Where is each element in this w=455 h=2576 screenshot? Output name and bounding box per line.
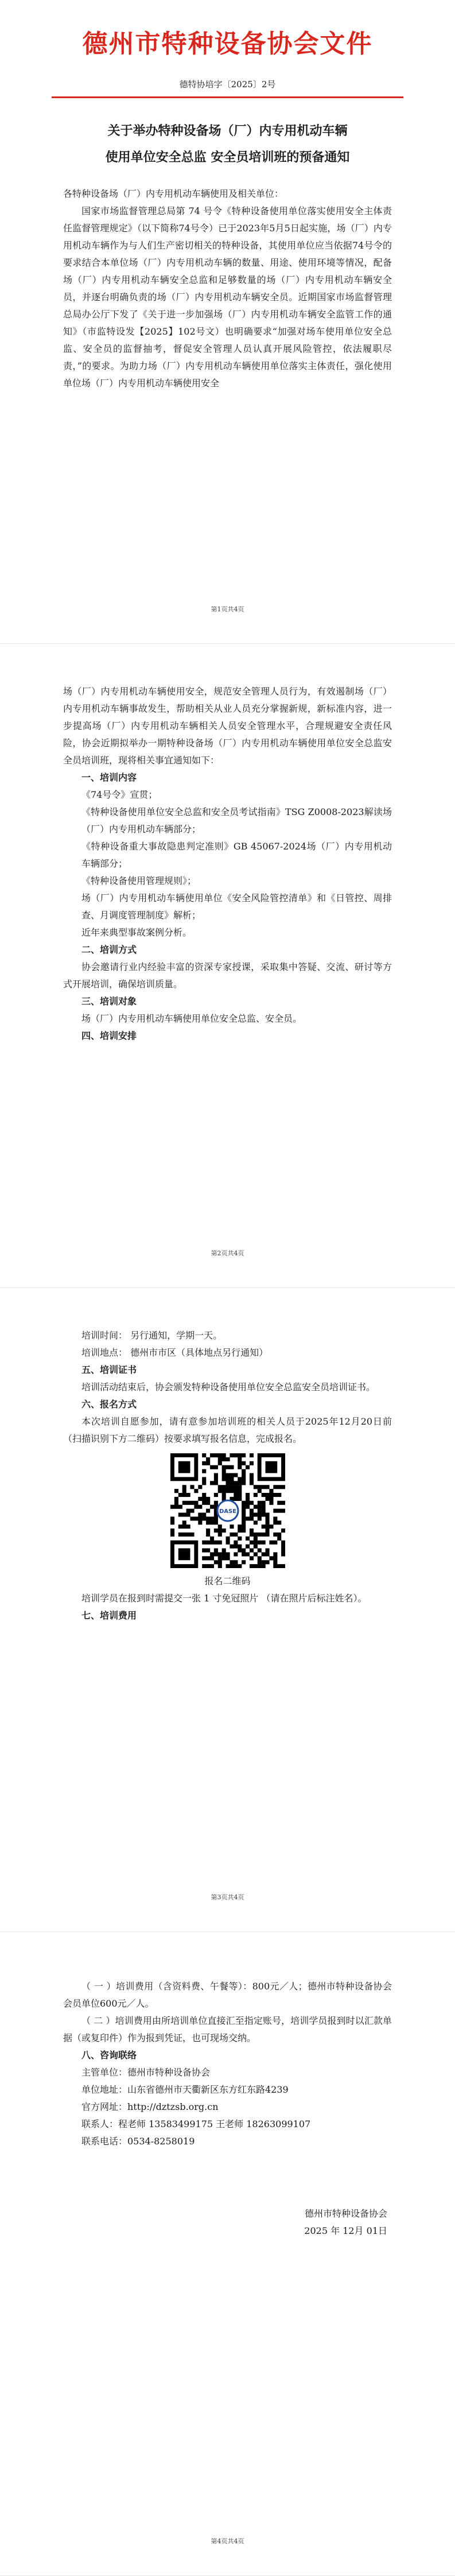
intro-paragraph-2: 场（厂）内专用机动车辆使用安全，规范安全管理人员行为，有效遏制场（厂）内专用机动车辆事故发生，帮助相关从业人员充分掌握新规，新标准内容，进一步提高场（厂）内专用机动车辆相关人员安全管理水平，合理规避安全责任风险，协会近期拟举办一期特种设备场（厂）内专用机动车辆使用单位安全总监安全员培训班，现将相关事宜通知如下： xyxy=(63,686,392,766)
document-title xyxy=(63,118,392,170)
photo-note: 培训学员在报到时需提交一张 1 寸免冠照片 （请在照片后标注姓名）。 xyxy=(81,1593,367,1604)
section-heading-contact: 八、咨询联络 xyxy=(81,2050,137,2061)
fee-item-1: （ 一 ）培训费用（含资料费、午餐等）：800元／人；德州市特种设备协会会员单位600元／人。 xyxy=(63,1981,392,2009)
signature-date: 2025 年 12月 01日 xyxy=(304,2225,387,2236)
section-heading-audience: 三、培训对象 xyxy=(81,996,137,1007)
header-red-rule xyxy=(52,96,403,98)
section-heading-certificate: 五、培训证书 xyxy=(81,1364,137,1375)
content-item: 近年来典型事故案例分析。 xyxy=(81,927,192,938)
content-item: 《特种设备使用单位安全总监和安全员考试指南》TSG Z0008-2023解读场（厂）内专用机动车辆部分； xyxy=(81,806,392,835)
method-text: 协会邀请行业内经验丰富的资深专家授课，采取集中答疑、交流、研讨等方式开展培训，确保培训质量。 xyxy=(63,961,392,990)
content-item: 《特种设备重大事故隐患判定准则》GB 45067-2024场（厂）内专用机动车辆部分； xyxy=(81,841,392,869)
contact-website[interactable]: 官方网址：http://dztzsb.org.cn xyxy=(81,2101,219,2112)
qr-logo-text: DASE xyxy=(219,1508,236,1515)
section-heading-fees: 七、培训费用 xyxy=(81,1610,137,1621)
document-title-line-1: 关于举办特种设备场（厂）内专用机动车辆 xyxy=(107,123,348,138)
page-3 xyxy=(0,1288,455,1932)
content-item: 《特种设备使用管理规则》； xyxy=(81,875,197,886)
training-time: 培训时间： 另行通知，学期一天。 xyxy=(81,1330,223,1341)
training-place: 培训地点： 德州市市区（具体地点另行通知） xyxy=(81,1347,269,1358)
contact-phone: 联系电话：0534-8258019 xyxy=(81,2136,195,2147)
document-number: 德特协培字〔2025〕2号 xyxy=(179,79,276,90)
page-2 xyxy=(0,644,455,1288)
intro-paragraph-1: 国家市场监督管理总局第 74 号令《特种设备使用单位落实使用安全主体责任监督管理规定》（以下简称74号令）已于2023年5月5日起实施，场（厂）内专用机动车辆作为与人们生产密切相关的特种设备，其使用单位应当依据74号令的要求结合本单位场（厂）内专用机动车辆的数量、用途、使用环境等情况，配备场（厂）内专用机动车辆安全总监和足够数量的场（厂）内专用机动车辆安全员，并逐台明确负责的场（厂）内专用机动车辆安全员。近期国家市场监督管理总局办公厅下发了《关于进一步加强场（厂）内专用机动车辆安全监管工作的通知》（市监特设发【2025】102号文）也明确要求“加强对场车使用单位安全总监、安全员的监督抽考，督促安全管理人员认真开展风险管控，依法履职尽责，”的要求。为助力场（厂）内专用机动车辆使用单位落实主体责任，强化使用单位场（厂）内专用机动车辆使用安全 xyxy=(63,205,392,389)
contact-address: 单位地址：山东省德州市天衢新区东方红东路4239 xyxy=(81,2084,289,2095)
page-4 xyxy=(0,1932,455,2576)
section-heading-method: 二、培训方式 xyxy=(81,944,137,955)
registration-qr-code[interactable] xyxy=(170,1453,285,1568)
fee-item-2: （ 二 ）培训费用由所培训单位直接汇至指定账号，培训学员报到时以汇款单据（或复印件）作为报到凭证，也可现场交纳。 xyxy=(63,2015,392,2043)
document-title-line-2: 使用单位安全总监 安全员培训班的预备通知 xyxy=(105,150,350,165)
signature-organization: 德州市特种设备协会 xyxy=(304,2208,387,2219)
section-heading-registration: 六、报名方式 xyxy=(81,1399,137,1410)
page-1 xyxy=(0,0,455,644)
contact-organizer: 主管单位：德州市特种设备协会 xyxy=(81,2067,211,2078)
section-heading-schedule: 四、培训安排 xyxy=(81,1030,137,1041)
page-number-4: 第4页共4页 xyxy=(211,2538,244,2545)
registration-text: 本次培训自愿参加，请有意参加培训班的相关人员于2025年12月20日前（扫描识别下方二维码）按要求填写报名信息，完成报名。 xyxy=(63,1416,392,1444)
page-number-2: 第2页共4页 xyxy=(211,1250,244,1257)
document-header-title: 德州市特种设备协会文件 xyxy=(82,29,373,59)
salutation: 各特种设备场（厂）内专用机动车辆使用及相关单位： xyxy=(63,188,284,199)
contact-persons: 联系人：程老师 13583499175 王老师 18263099107 xyxy=(81,2119,311,2129)
content-item: 《74号令》宣贯； xyxy=(81,789,158,800)
section-heading-content: 一、培训内容 xyxy=(81,772,137,783)
certificate-text: 培训活动结束后，协会颁发特种设备使用单位安全总监安全员培训证书。 xyxy=(81,1382,376,1392)
qr-caption: 报名二维码 xyxy=(204,1576,251,1586)
content-item: 场（厂）内专用机动车辆使用单位《安全风险管控清单》和《日管控、周排查、月调度管理制度》解析； xyxy=(81,893,392,921)
audience-text: 场（厂）内专用机动车辆使用单位安全总监、安全员。 xyxy=(81,1013,302,1024)
page-number-1: 第1页共4页 xyxy=(211,606,244,613)
page-number-3: 第3页共4页 xyxy=(211,1894,244,1901)
qr-code-icon xyxy=(170,1453,285,1568)
